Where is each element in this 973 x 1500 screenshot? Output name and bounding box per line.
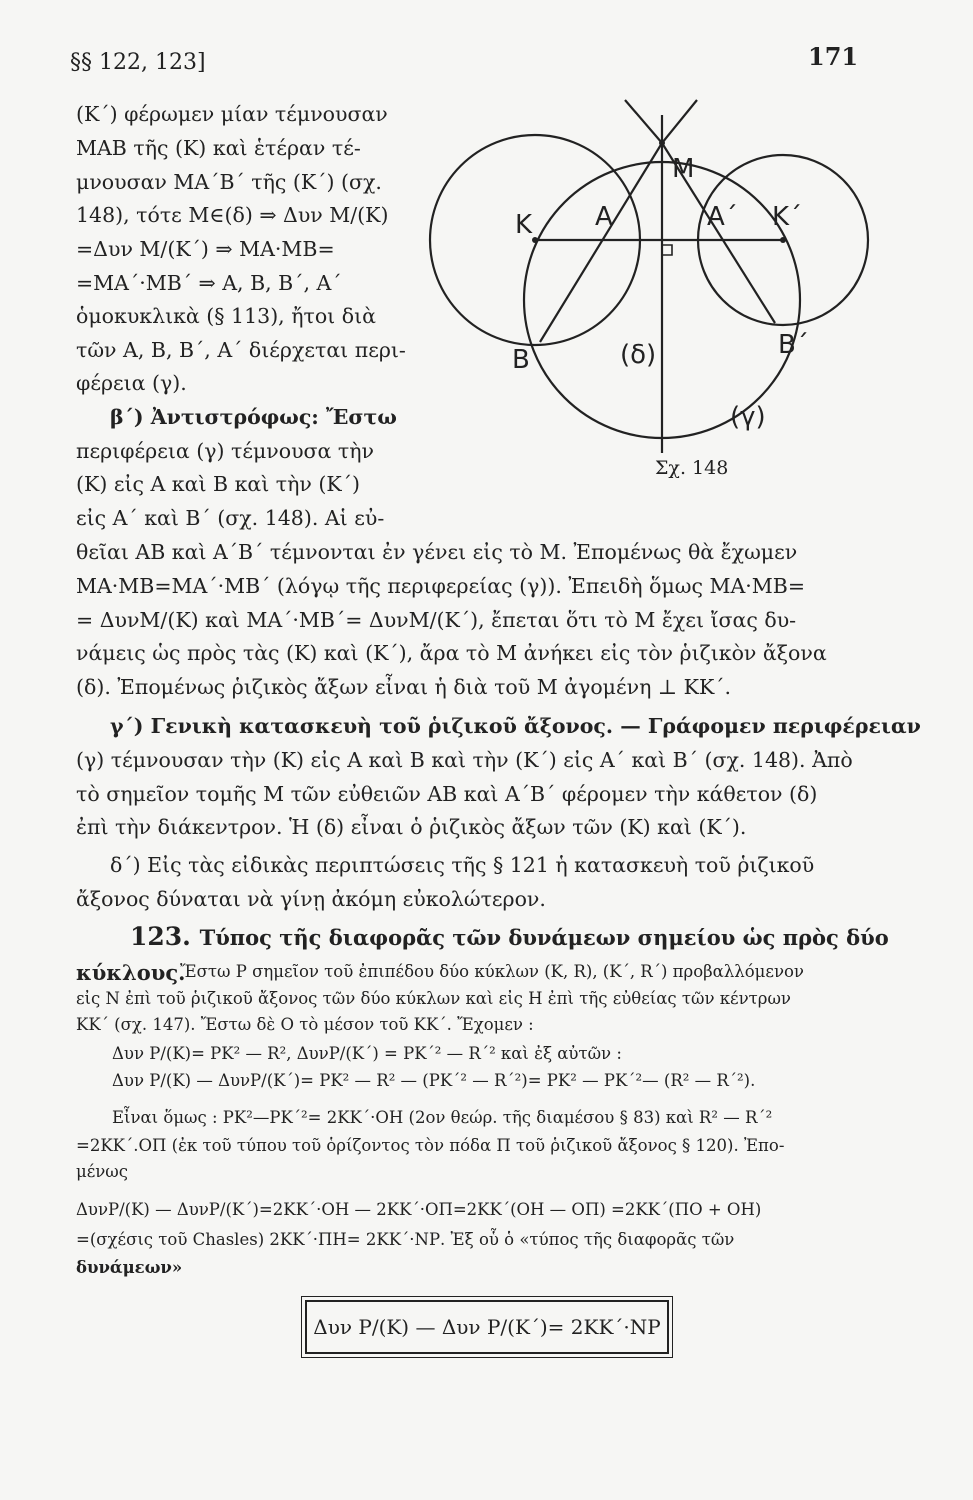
text-line: ἄξονος δύναται νὰ γίνῃ ἀκόμη εὐκολώτερον.	[76, 887, 546, 911]
label-delta: (δ)	[620, 340, 657, 370]
subsection-delta: δ΄) Εἰς τὰς εἰδικὰς περιπτώσεις τῆς § 121 ἡ κατασκευὴ τοῦ ῥιζικοῦ	[110, 853, 815, 877]
equation-line: Δυν Ρ/(Κ) — ΔυνΡ/(Κ΄)= ΡΚ² — R² — (ΡΚ΄² — R΄²)= ΡΚ² — ΡΚ΄²— (R² — R΄²).	[112, 1071, 756, 1090]
text-line: δυνάμεων»	[76, 1258, 183, 1277]
text-line: περιφέρεια (γ) τέμνουσα τὴν	[76, 439, 374, 463]
label-k: K	[515, 210, 533, 240]
text-line: Εἶναι ὅμως : ΡΚ²—ΡΚ΄²= 2ΚΚ΄·ΟΗ (2ον θεώρ. τῆς διαμέσου § 83) καὶ R² — R΄²	[112, 1108, 773, 1127]
text-line: θεῖαι ΑΒ καὶ Α΄Β΄ τέμνονται ἐν γένει εἰς τὸ Μ. Ἐπομένως θὰ ἔχωμεν	[76, 540, 798, 564]
label-m: M	[672, 154, 695, 184]
line-m-right	[662, 100, 697, 143]
text-line: Ἔστω Ρ σημεῖον τοῦ ἐπιπέδου δύο κύκλων (Κ, R), (Κ΄, R΄) προβαλλόμενον	[180, 962, 804, 981]
boxed-formula: Δυν Ρ/(Κ) — Δυν Ρ/(Κ΄)= 2ΚΚ΄·ΝΡ	[305, 1300, 669, 1354]
text-line: (γ) τέμνουσαν τὴν (Κ) εἰς Α καὶ Β καὶ τὴν (Κ΄) εἰς Α΄ καὶ Β΄ (σχ. 148). Ἀπὸ	[76, 748, 853, 772]
text-line: (δ). Ἐπομένως ῥιζικὸς ἄξων εἶναι ἡ διὰ τοῦ Μ ἀγομένη ⊥ ΚΚ΄.	[76, 675, 732, 699]
line-m-left	[625, 100, 662, 143]
label-b-prime: B΄	[778, 330, 809, 360]
text-line: (Κ) εἰς Α καὶ Β καὶ τὴν (Κ΄)	[76, 472, 360, 496]
page-number: 171	[808, 42, 859, 71]
figure-caption: Σχ. 148	[655, 457, 729, 479]
line-ab	[540, 143, 662, 342]
text-line: =2ΚΚ΄.ΟΠ (ἐκ τοῦ τύπου τοῦ ὁρίζοντος τὸν πόδα Π τοῦ ῥιζικοῦ ἄξονος § 120). Ἐπο-	[76, 1136, 785, 1155]
text-line: ὁμοκυκλικὰ (§ 113), ἤτοι διὰ	[76, 304, 376, 328]
text-line: =ΜΑ΄·ΜΒ΄ ⇒ Α, Β, Β΄, Α΄	[76, 271, 342, 295]
text-line: ΜΑ·ΜΒ=ΜΑ΄·ΜΒ΄ (λόγῳ τῆς περιφερείας (γ)). Ἐπειδὴ ὅμως ΜΑ·ΜΒ=	[76, 574, 806, 598]
text-line: ἐπὶ τὴν διάκεντρον. Ἡ (δ) εἶναι ὁ ῥιζικὸς ἄξων τῶν (Κ) καὶ (Κ΄).	[76, 815, 747, 839]
text-line: = ΔυνΜ/(Κ) καὶ ΜΑ΄·ΜΒ΄= ΔυνΜ/(Κ΄), ἔπεται ὅτι τὸ Μ ἔχει ἴσας δυ-	[76, 608, 797, 632]
section-reference: §§ 122, 123]	[70, 50, 206, 75]
text-line: φέρεια (γ).	[76, 371, 187, 395]
equation-line: ΔυνΡ/(Κ) — ΔυνΡ/(Κ΄)=2ΚΚ΄·ΟΗ — 2ΚΚ΄·ΟΠ=2ΚΚ΄(ΟΗ — ΟΠ) =2ΚΚ΄(ΠΟ + ΟΗ)	[76, 1200, 762, 1219]
label-b: B	[512, 345, 530, 375]
text-line: εἰς Α΄ καὶ Β΄ (σχ. 148). Αἱ εὐ-	[76, 506, 385, 530]
text-line: (Κ΄) φέρωμεν μίαν τέμνουσαν	[76, 102, 388, 126]
right-angle-mark	[662, 245, 672, 255]
figure-148-diagram	[400, 95, 875, 465]
text-line: 148), τότε Μ∈(δ) ⇒ Δυν Μ/(Κ)	[76, 203, 389, 227]
text-line: μνουσαν ΜΑ΄Β΄ τῆς (Κ΄) (σχ.	[76, 170, 382, 194]
section-title: Τύπος τῆς διαφορᾶς τῶν δυνάμεων σημείου ὡς πρὸς δύο	[199, 925, 889, 950]
text-line: μένως	[76, 1162, 128, 1181]
equation-line: Δυν Ρ/(Κ)= ΡΚ² — R², ΔυνΡ/(Κ΄) = ΡΚ΄² — R΄² καὶ ἐξ αὐτῶν :	[112, 1044, 622, 1063]
label-a: A	[595, 202, 613, 232]
section-heading	[130, 922, 889, 951]
text-line: τὸ σημεῖον τομῆς Μ τῶν εὐθειῶν ΑΒ καὶ Α΄Β΄ φέρομεν τὴν κάθετον (δ)	[76, 782, 818, 806]
subsection-beta: β΄) Ἀντιστρόφως: Ἔστω	[110, 405, 397, 429]
text-line: =Δυν Μ/(Κ΄) ⇒ ΜΑ·ΜΒ=	[76, 237, 335, 261]
text-line: εἰς Ν ἐπὶ τοῦ ῥιζικοῦ ἄξονος τῶν δύο κύκλων καὶ εἰς Η ἐπὶ τῆς εὐθείας τῶν κέντρων	[76, 989, 791, 1008]
label-k-prime: K΄	[772, 202, 803, 232]
text-line: ΜΑΒ τῆς (Κ) καὶ ἑτέραν τέ-	[76, 136, 361, 160]
subsection-gamma: γ΄) Γενικὴ κατασκευὴ τοῦ ῥιζικοῦ ἄξονος. — Γράφομεν περιφέρειαν	[110, 714, 921, 738]
text-line: νάμεις ὡς πρὸς τὰς (Κ) καὶ (Κ΄), ἄρα τὸ Μ ἀνήκει εἰς τὸν ῥιζικὸν ἄξονα	[76, 641, 827, 665]
text-line: ΚΚ΄ (σχ. 147). Ἔστω δὲ Ο τὸ μέσον τοῦ ΚΚ΄. Ἔχομεν :	[76, 1015, 534, 1034]
text-line: =(σχέσις τοῦ Chasles) 2ΚΚ΄·ΠΗ= 2ΚΚ΄·ΝΡ. Ἐξ οὗ ὁ «τύπος τῆς διαφορᾶς τῶν	[76, 1230, 735, 1249]
text-line: τῶν Α, Β, Β΄, Α΄ διέρχεται περι-	[76, 338, 406, 362]
label-gamma: (γ)	[730, 402, 766, 432]
label-a-prime: A΄	[707, 202, 738, 232]
section-title-continued: κύκλους.	[76, 960, 186, 985]
section-number: 123.	[130, 922, 191, 951]
